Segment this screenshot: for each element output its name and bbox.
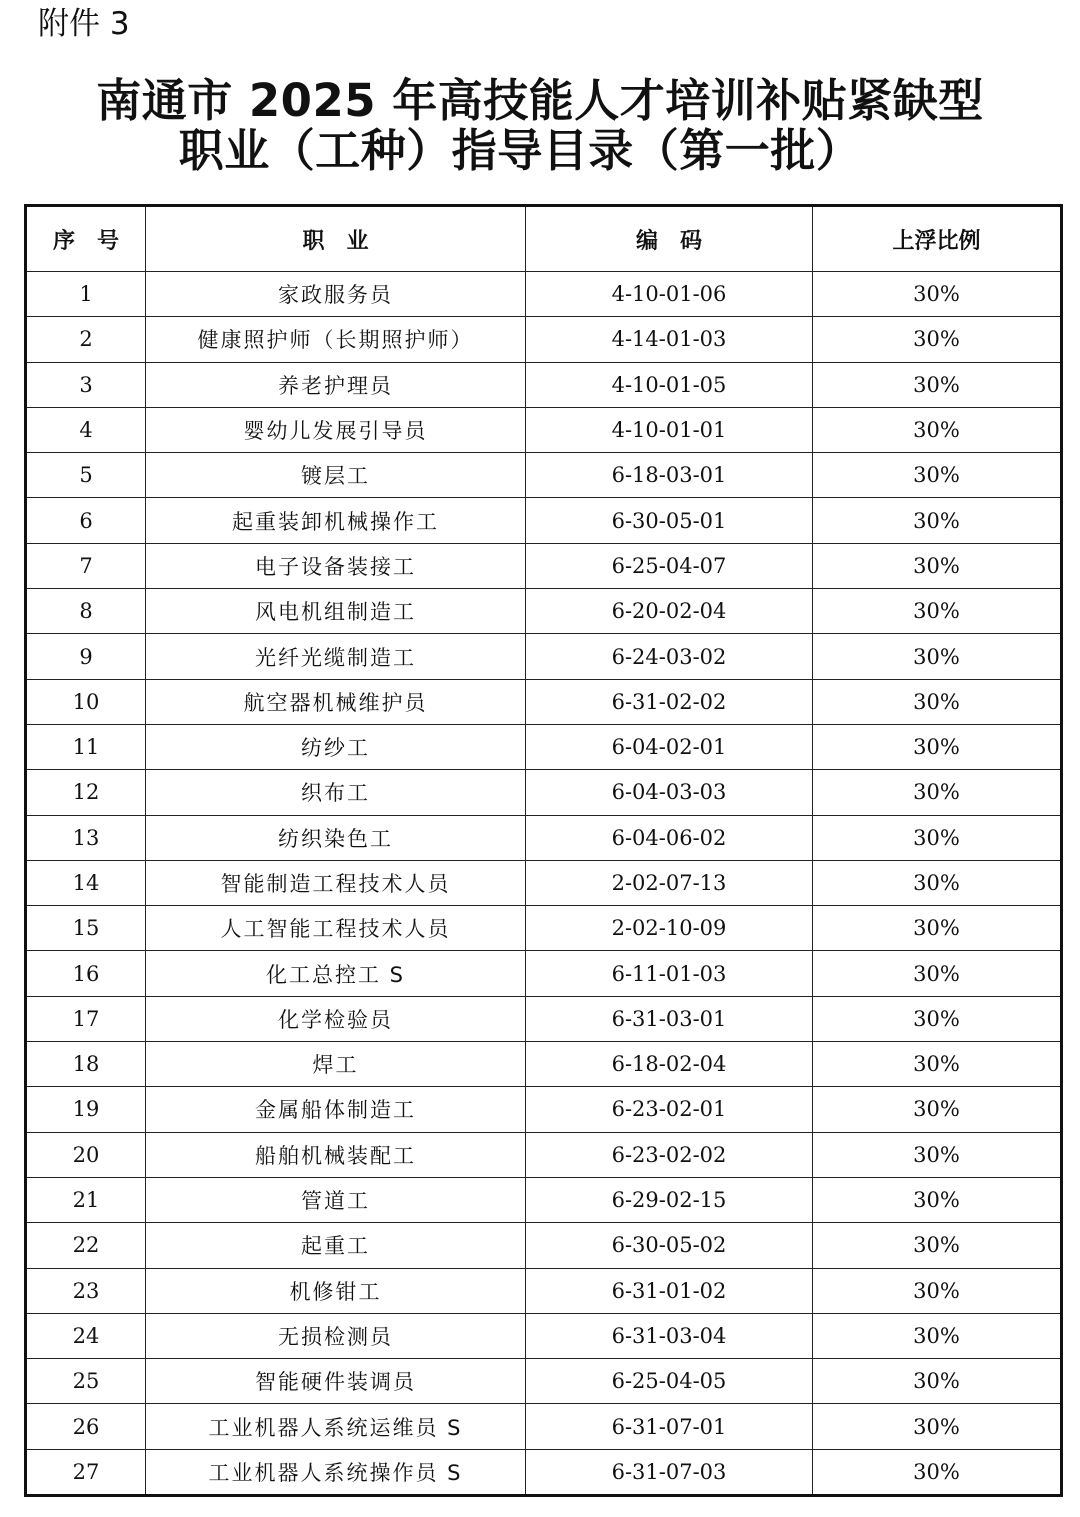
cell-occupation: 金属船体制造工 [146,1087,526,1132]
cell-code: 4-10-01-06 [526,272,813,317]
header-rate: 上浮比例 [813,206,1062,272]
cell-rate: 30% [813,1313,1062,1358]
cell-code: 6-31-03-01 [526,996,813,1041]
table-row [26,770,1062,815]
cell-occupation: 婴幼儿发展引导员 [146,407,526,452]
cell-index: 7 [26,543,146,588]
cell-index: 1 [26,272,146,317]
cell-rate: 30% [813,1087,1062,1132]
cell-code: 6-11-01-03 [526,951,813,996]
cell-rate: 30% [813,543,1062,588]
cell-rate: 30% [813,996,1062,1041]
cell-rate: 30% [813,317,1062,362]
cell-rate: 30% [813,272,1062,317]
cell-rate: 30% [813,453,1062,498]
cell-rate: 30% [813,1449,1062,1495]
table-row [26,1313,1062,1358]
table-row [26,362,1062,407]
cell-index: 14 [26,860,146,905]
cell-code: 6-31-02-02 [526,679,813,724]
cell-occupation: 航空器机械维护员 [146,679,526,724]
table-row [26,1223,1062,1268]
cell-occupation: 起重装卸机械操作工 [146,498,526,543]
cell-rate: 30% [813,362,1062,407]
cell-occupation: 纺纱工 [146,724,526,769]
cell-occupation: 船舶机械装配工 [146,1132,526,1177]
cell-code: 6-04-06-02 [526,815,813,860]
cell-code: 4-14-01-03 [526,317,813,362]
occupation-catalog-table [24,204,1063,1497]
table-row [26,1268,1062,1313]
cell-index: 13 [26,815,146,860]
cell-code: 6-31-01-02 [526,1268,813,1313]
attachment-label: 附件 3 [38,6,130,42]
table-row [26,724,1062,769]
cell-rate: 30% [813,1268,1062,1313]
table-row [26,498,1062,543]
table-row [26,1449,1062,1495]
cell-index: 27 [26,1449,146,1495]
cell-index: 6 [26,498,146,543]
header-occupation: 职 业 [146,206,526,272]
cell-code: 6-25-04-05 [526,1359,813,1404]
cell-index: 16 [26,951,146,996]
cell-code: 6-18-03-01 [526,453,813,498]
header-code: 编 码 [526,206,813,272]
cell-index: 12 [26,770,146,815]
table-row [26,634,1062,679]
cell-rate: 30% [813,1132,1062,1177]
cell-code: 6-30-05-02 [526,1223,813,1268]
cell-index: 21 [26,1177,146,1222]
table-row [26,1042,1062,1087]
cell-index: 23 [26,1268,146,1313]
cell-occupation: 化学检验员 [146,996,526,1041]
cell-index: 5 [26,453,146,498]
table-row [26,1132,1062,1177]
cell-occupation: 智能制造工程技术人员 [146,860,526,905]
cell-index: 25 [26,1359,146,1404]
table-row [26,679,1062,724]
cell-code: 6-23-02-02 [526,1132,813,1177]
cell-index: 3 [26,362,146,407]
cell-occupation: 工业机器人系统运维员 S [146,1404,526,1449]
table-row [26,589,1062,634]
table-header [26,206,1062,272]
table-row [26,815,1062,860]
cell-code: 2-02-07-13 [526,860,813,905]
cell-occupation: 化工总控工 S [146,951,526,996]
cell-code: 6-24-03-02 [526,634,813,679]
cell-index: 22 [26,1223,146,1268]
header-index: 序 号 [26,206,146,272]
table-row [26,1359,1062,1404]
cell-occupation: 镀层工 [146,453,526,498]
cell-code: 6-31-03-04 [526,1313,813,1358]
cell-code: 6-04-03-03 [526,770,813,815]
document-title-line-1: 南通市 2025 年高技能人才培训补贴紧缺型 [96,74,984,127]
cell-code: 6-31-07-01 [526,1404,813,1449]
cell-code: 4-10-01-01 [526,407,813,452]
cell-index: 17 [26,996,146,1041]
cell-rate: 30% [813,815,1062,860]
cell-rate: 30% [813,906,1062,951]
cell-occupation: 工业机器人系统操作员 S [146,1449,526,1495]
cell-occupation: 起重工 [146,1223,526,1268]
table-row [26,1177,1062,1222]
cell-index: 18 [26,1042,146,1087]
cell-rate: 30% [813,951,1062,996]
cell-rate: 30% [813,1359,1062,1404]
table-row [26,272,1062,317]
cell-rate: 30% [813,860,1062,905]
table-row [26,951,1062,996]
cell-rate: 30% [813,1404,1062,1449]
cell-code: 6-23-02-01 [526,1087,813,1132]
cell-rate: 30% [813,724,1062,769]
cell-occupation: 无损检测员 [146,1313,526,1358]
cell-occupation: 人工智能工程技术人员 [146,906,526,951]
cell-index: 8 [26,589,146,634]
cell-code: 6-31-07-03 [526,1449,813,1495]
cell-index: 19 [26,1087,146,1132]
table-row [26,407,1062,452]
cell-occupation: 养老护理员 [146,362,526,407]
cell-code: 6-20-02-04 [526,589,813,634]
cell-index: 9 [26,634,146,679]
cell-index: 4 [26,407,146,452]
table-row [26,543,1062,588]
cell-code: 6-25-04-07 [526,543,813,588]
document-title-line-2: 职业（工种）指导目录（第一批） [178,124,862,177]
table-row [26,317,1062,362]
cell-rate: 30% [813,1042,1062,1087]
cell-rate: 30% [813,1177,1062,1222]
cell-index: 10 [26,679,146,724]
cell-index: 15 [26,906,146,951]
cell-code: 4-10-01-05 [526,362,813,407]
cell-occupation: 机修钳工 [146,1268,526,1313]
cell-index: 24 [26,1313,146,1358]
table-row [26,1087,1062,1132]
cell-code: 2-02-10-09 [526,906,813,951]
cell-rate: 30% [813,770,1062,815]
cell-code: 6-04-02-01 [526,724,813,769]
cell-occupation: 健康照护师（长期照护师） [146,317,526,362]
cell-occupation: 电子设备装接工 [146,543,526,588]
cell-code: 6-30-05-01 [526,498,813,543]
cell-rate: 30% [813,634,1062,679]
cell-index: 20 [26,1132,146,1177]
cell-index: 26 [26,1404,146,1449]
cell-occupation: 织布工 [146,770,526,815]
cell-occupation: 管道工 [146,1177,526,1222]
table-row [26,1404,1062,1449]
cell-occupation: 纺织染色工 [146,815,526,860]
cell-index: 11 [26,724,146,769]
cell-occupation: 光纤光缆制造工 [146,634,526,679]
table-row [26,996,1062,1041]
cell-rate: 30% [813,498,1062,543]
cell-rate: 30% [813,589,1062,634]
cell-rate: 30% [813,1223,1062,1268]
table-row [26,860,1062,905]
cell-code: 6-29-02-15 [526,1177,813,1222]
table-row [26,453,1062,498]
cell-rate: 30% [813,679,1062,724]
cell-occupation: 风电机组制造工 [146,589,526,634]
cell-occupation: 焊工 [146,1042,526,1087]
cell-rate: 30% [813,407,1062,452]
cell-index: 2 [26,317,146,362]
cell-code: 6-18-02-04 [526,1042,813,1087]
header-row [26,206,1062,272]
cell-occupation: 智能硬件装调员 [146,1359,526,1404]
table-body [26,272,1062,1496]
table-row [26,906,1062,951]
cell-occupation: 家政服务员 [146,272,526,317]
